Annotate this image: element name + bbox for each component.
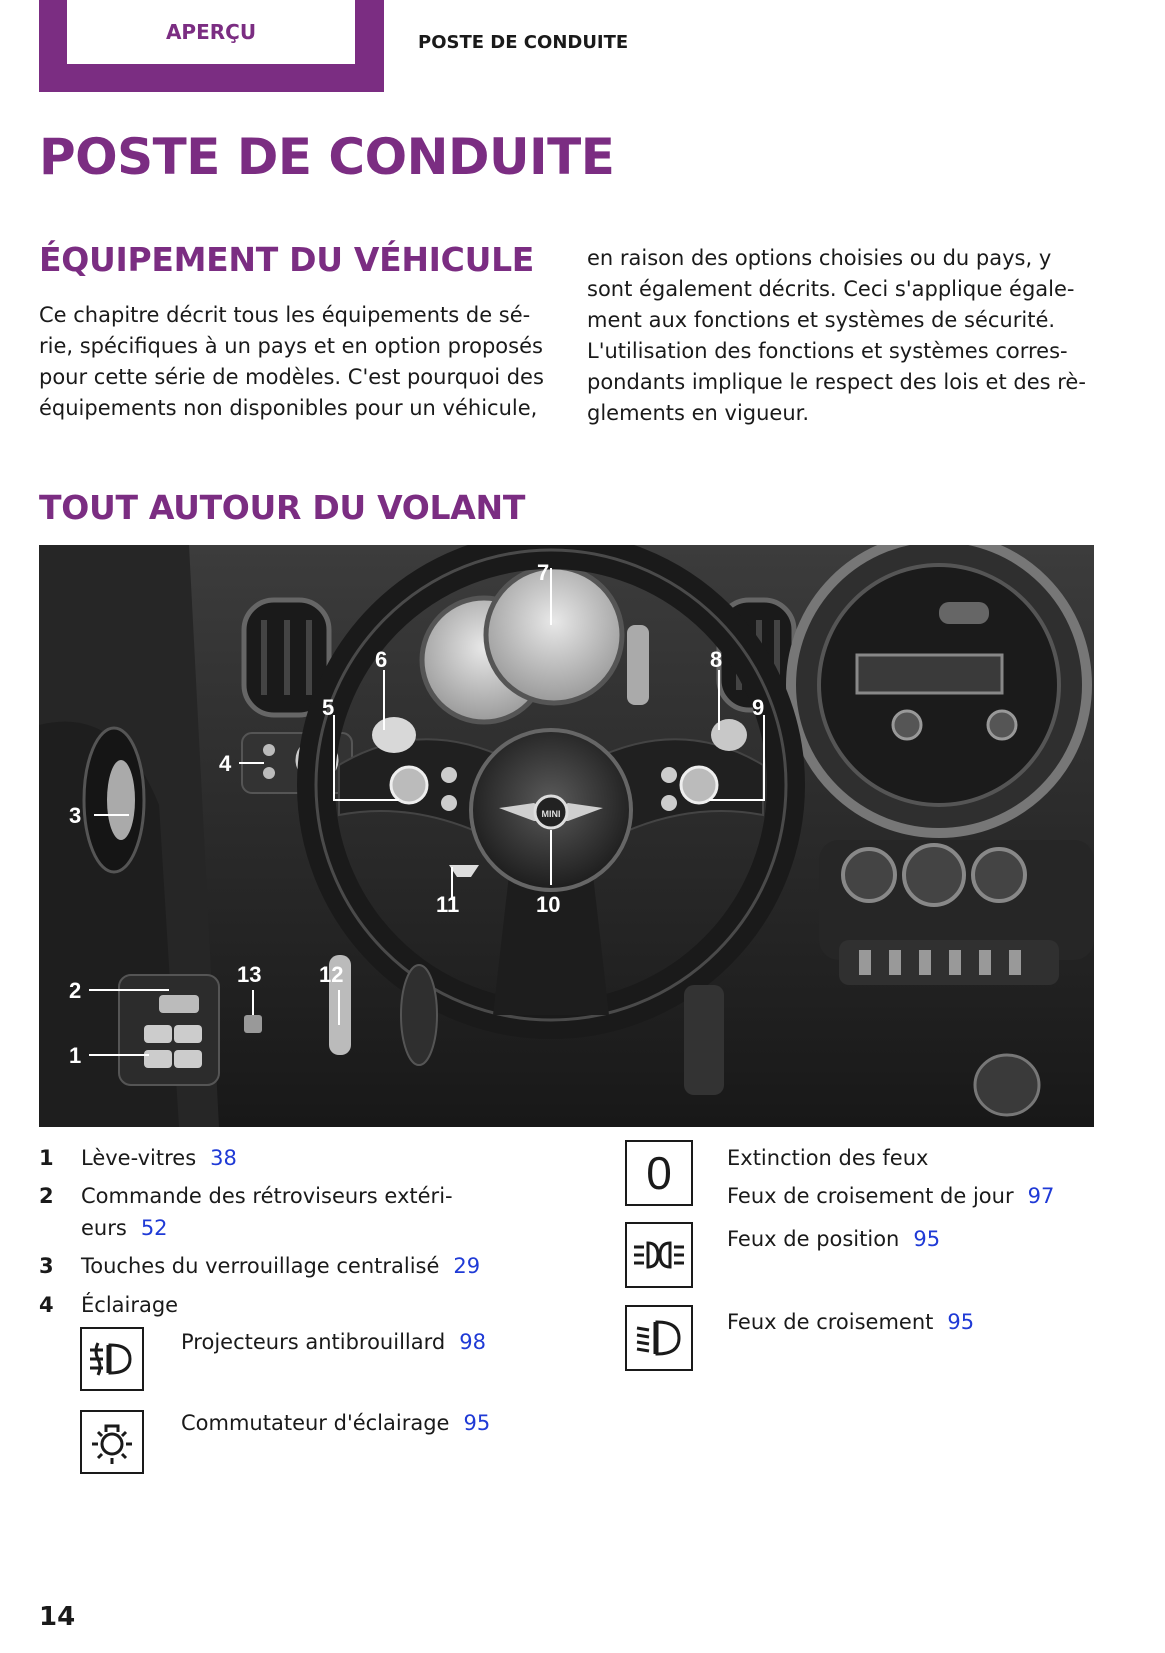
page-ref-link[interactable]: 95 [463,1411,491,1435]
legend-number: 3 [39,1254,54,1278]
callout-3: 3 [69,803,82,828]
page-ref-link[interactable]: 52 [140,1216,168,1240]
text-line: pour cette série de modèles. C'est pourquoi des [39,365,544,389]
legend-text [81,1143,237,1174]
section-heading-steering: TOUT AUTOUR DU VOLANT [39,488,526,527]
text-line: ment aux fonctions et systèmes de sécurité. [587,308,1056,332]
callout-2: 2 [69,978,82,1003]
text-line: en raison des options choisies ou du pays, y [587,246,1052,270]
lights-off-icon [625,1140,693,1206]
legend-subitem-switch [181,1408,490,1439]
callout-7: 7 [537,560,550,585]
text-line: glements en vigueur. [587,401,810,425]
page-ref-link[interactable]: 38 [210,1146,237,1170]
callout-10: 10 [536,892,561,917]
legend-item-2-cont [81,1213,168,1244]
light-switch-icon [80,1410,144,1474]
legend-number: 1 [39,1146,54,1170]
chapter-tab-label[interactable]: APERÇU [67,0,355,64]
legend-right-drl [727,1181,1054,1212]
callout-11: 11 [436,892,460,917]
text-line: équipements non disponibles pour un véhicule, [39,396,538,420]
legend-label: Commande des rétroviseurs extéri- [81,1184,453,1208]
page-number: 14 [39,1602,76,1632]
legend-text [81,1251,480,1282]
page-title: POSTE DE CONDUITE [39,128,615,186]
low-beam-icon [625,1305,693,1371]
intro-column-1 [39,300,559,424]
parking-light-icon [625,1222,693,1288]
cockpit-drawing [39,545,1094,1127]
page-ref-link[interactable]: 95 [947,1310,975,1334]
callout-1: 1 [69,1043,82,1068]
callout-4: 4 [219,751,232,776]
breadcrumb: POSTE DE CONDUITE [418,32,629,53]
legend-subitem-fog [181,1327,486,1358]
legend-number: 4 [39,1293,54,1317]
legend-label: Commutateur d'éclairage [181,1411,450,1435]
section-heading-equipment: ÉQUIPEMENT DU VÉHICULE [39,240,535,279]
zero-glyph: 0 [646,1147,672,1199]
callout-6: 6 [375,647,388,672]
chapter-tab [39,0,384,92]
page-ref-link[interactable]: 95 [913,1227,941,1251]
legend-label: eurs [81,1216,127,1240]
page-ref-link[interactable]: 98 [459,1330,486,1354]
legend-label: Touches du verrouillage centralisé [81,1254,440,1278]
text-line: Ce chapitre décrit tous les équipements de sé- [39,303,531,327]
text-line: sont également décrits. Ceci s'applique égale- [587,277,1075,301]
callout-12: 12 [319,962,344,987]
callout-8: 8 [710,647,723,672]
legend-label: Feux de croisement de jour [727,1184,1014,1208]
text-line: rie, spécifiques à un pays et en option proposés [39,334,543,358]
callout-5: 5 [322,695,335,720]
text-line: pondants implique le respect des lois et des rè- [587,370,1086,394]
cockpit-illustration [39,545,1094,1127]
fog-light-icon [80,1327,144,1391]
legend-right-parking [727,1224,940,1255]
legend-label: Extinction des feux [727,1146,929,1170]
callout-9: 9 [752,695,765,720]
callout-13: 13 [237,962,262,987]
text-line: L'utilisation des fonctions et systèmes corres- [587,339,1068,363]
legend-right-off [727,1143,928,1174]
legend-label: Lève-vitres [81,1146,197,1170]
page-ref-link[interactable]: 29 [453,1254,481,1278]
legend-label: Projecteurs antibrouillard [181,1330,446,1354]
intro-column-2 [587,243,1107,429]
legend-number: 2 [39,1184,54,1208]
legend-label: Éclairage [81,1293,179,1317]
legend-right-lowbeam [727,1307,974,1338]
mini-logo-text: MINI [541,809,561,819]
legend-label: Feux de croisement [727,1310,934,1334]
legend-label: Feux de position [727,1227,900,1251]
page-ref-link[interactable]: 97 [1027,1184,1055,1208]
